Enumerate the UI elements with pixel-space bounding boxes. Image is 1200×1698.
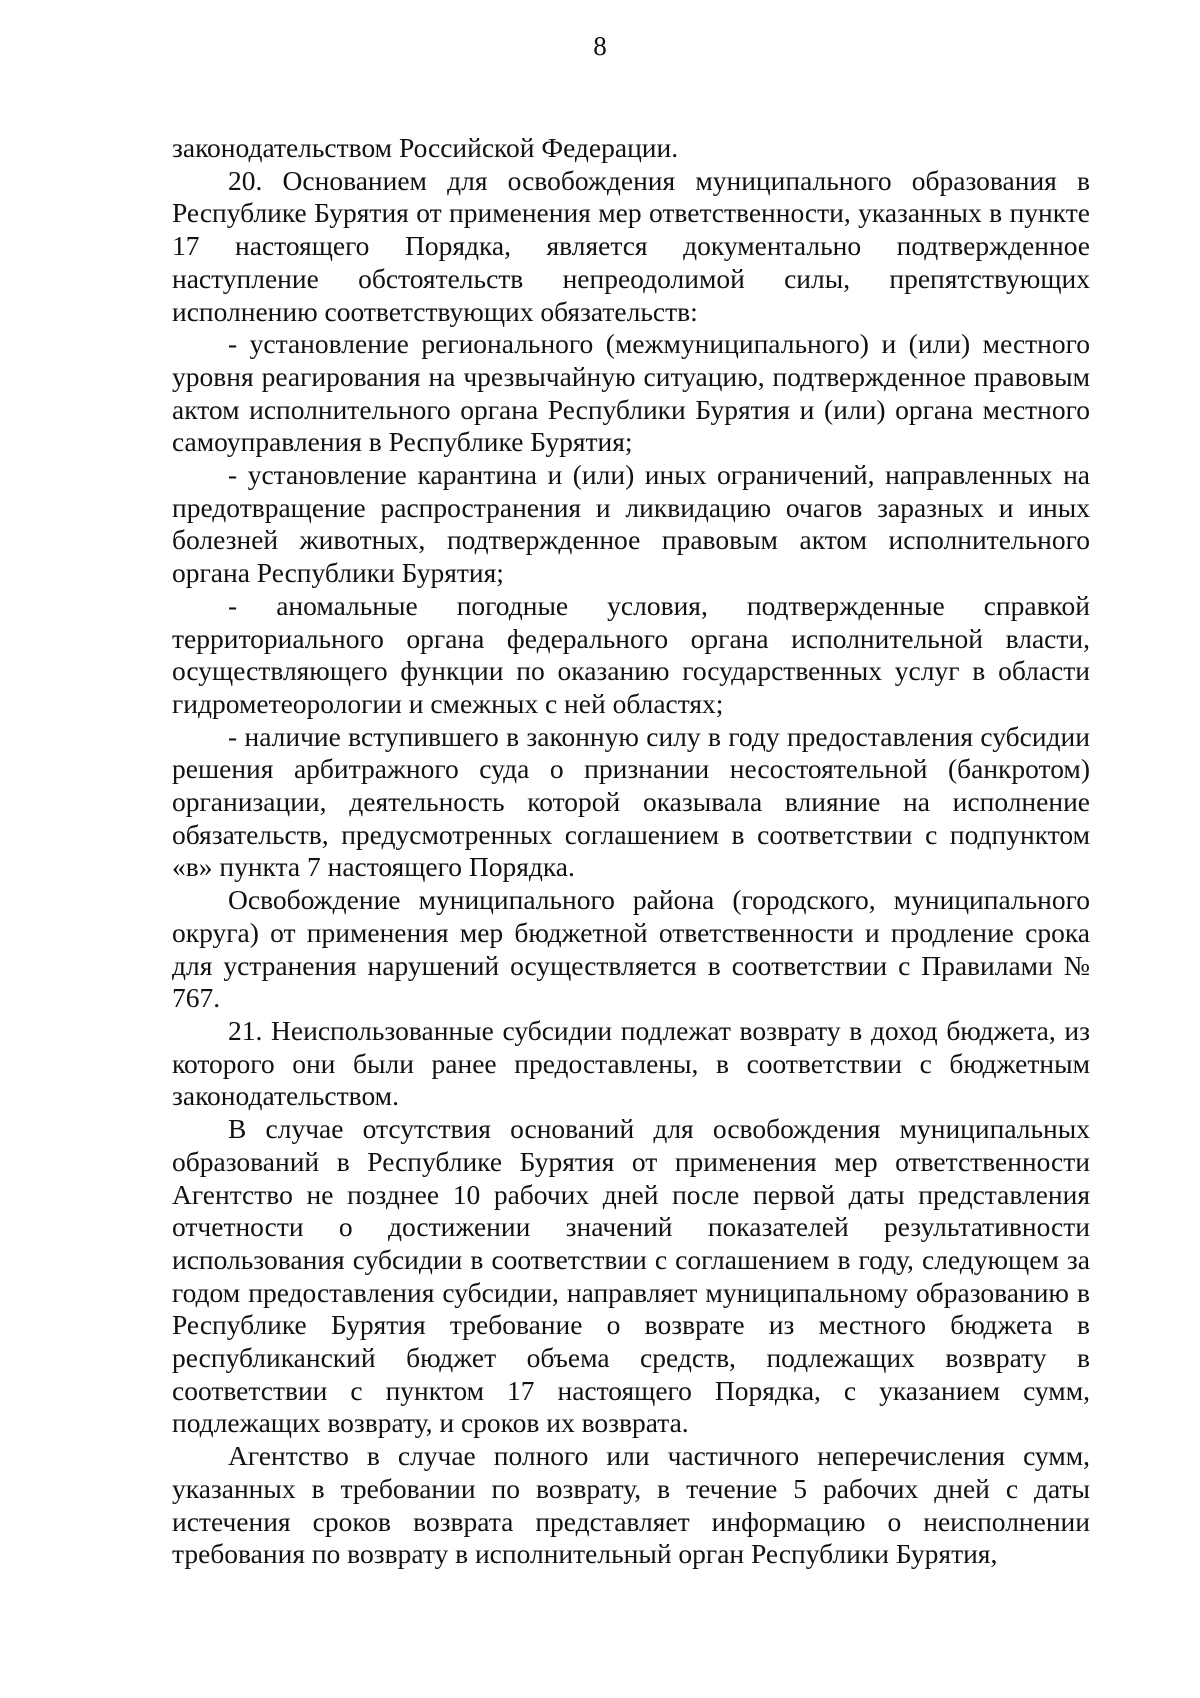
paragraph-bullet-weather: - аномальные погодные условия, подтвержденные справкой территориального органа федерального органа исполнительной власти, осуществляющего функции по оказанию государственных услуг в области гидрометеорологии и смежных с ней областях;: [172, 589, 1090, 719]
paragraph-continuation: законодательством Российской Федерации.: [172, 132, 679, 163]
paragraph-item-21: 21. Неиспользованные субсидии подлежат возврату в доход бюджета, из которого они были ранее предоставлены, в соответствии с бюджетным законодательством.: [172, 1014, 1090, 1112]
page-number: 8: [593, 31, 607, 61]
document-body: [172, 132, 1090, 1571]
paragraph-non-transfer: Агентство в случае полного или частичного неперечисления сумм, указанных в требовании по возврату, в течение 5 рабочих дней с даты истечения сроков возврата представляет информацию о неисполнении требования по возврату в исполнительный орган Республики Бурятия,: [172, 1440, 1090, 1570]
paragraph-bullet-bankruptcy: - наличие вступившего в законную силу в году предоставления субсидии решения арбитражного суда о признании несостоятельной (банкротом) организации, деятельность которой оказывала влияние на исполнение обязательств, предусмотренных соглашением в соответствии с подпунктом «в» пункта 7 настоящего Порядка.: [172, 720, 1090, 883]
paragraph-refund-demand: В случае отсутствия оснований для освобождения муниципальных образований в Республике Бурятия от применения мер ответственности Агентство не позднее 10 рабочих дней после первой даты представления отчетности о достижении значений показателей результативности использования субсидии в соответствии с соглашением в году, следующем за годом предоставления субсидии, направляет муниципальному образованию в Республике Бурятия требование о возврате из местного бюджета в республиканский бюджет объема средств, подлежащих возврату в соответствии с пунктом 17 настоящего Порядка, с указанием сумм, подлежащих возврату, и сроков их возврата.: [172, 1113, 1090, 1439]
paragraph-item-20: 20. Основанием для освобождения муниципального образования в Республике Бурятия от применения мер ответственности, указанных в пункте 17 настоящего Порядка, является документально подтвержденное наступление обстоятельств непреодолимой силы, препятствующих исполнению соответствующих обязательств:: [172, 164, 1090, 327]
paragraph-release-liability: Освобождение муниципального района (городского, муниципального округа) от применения мер бюджетной ответственности и продление срока для устранения нарушений осуществляется в соответствии с Правилами № 767.: [172, 884, 1090, 1014]
paragraph-bullet-quarantine: - установление карантина и (или) иных ограничений, направленных на предотвращение распространения и ликвидацию очагов заразных и иных болезней животных, подтвержденное правовым актом исполнительного органа Республики Бурятия;: [172, 459, 1090, 589]
paragraph-bullet-emergency: - установление регионального (межмуниципального) и (или) местного уровня реагирования на чрезвычайную ситуацию, подтвержденное правовым актом исполнительного органа Республики Бурятия и (или) органа местного самоуправления в Республике Бурятия;: [172, 328, 1090, 458]
